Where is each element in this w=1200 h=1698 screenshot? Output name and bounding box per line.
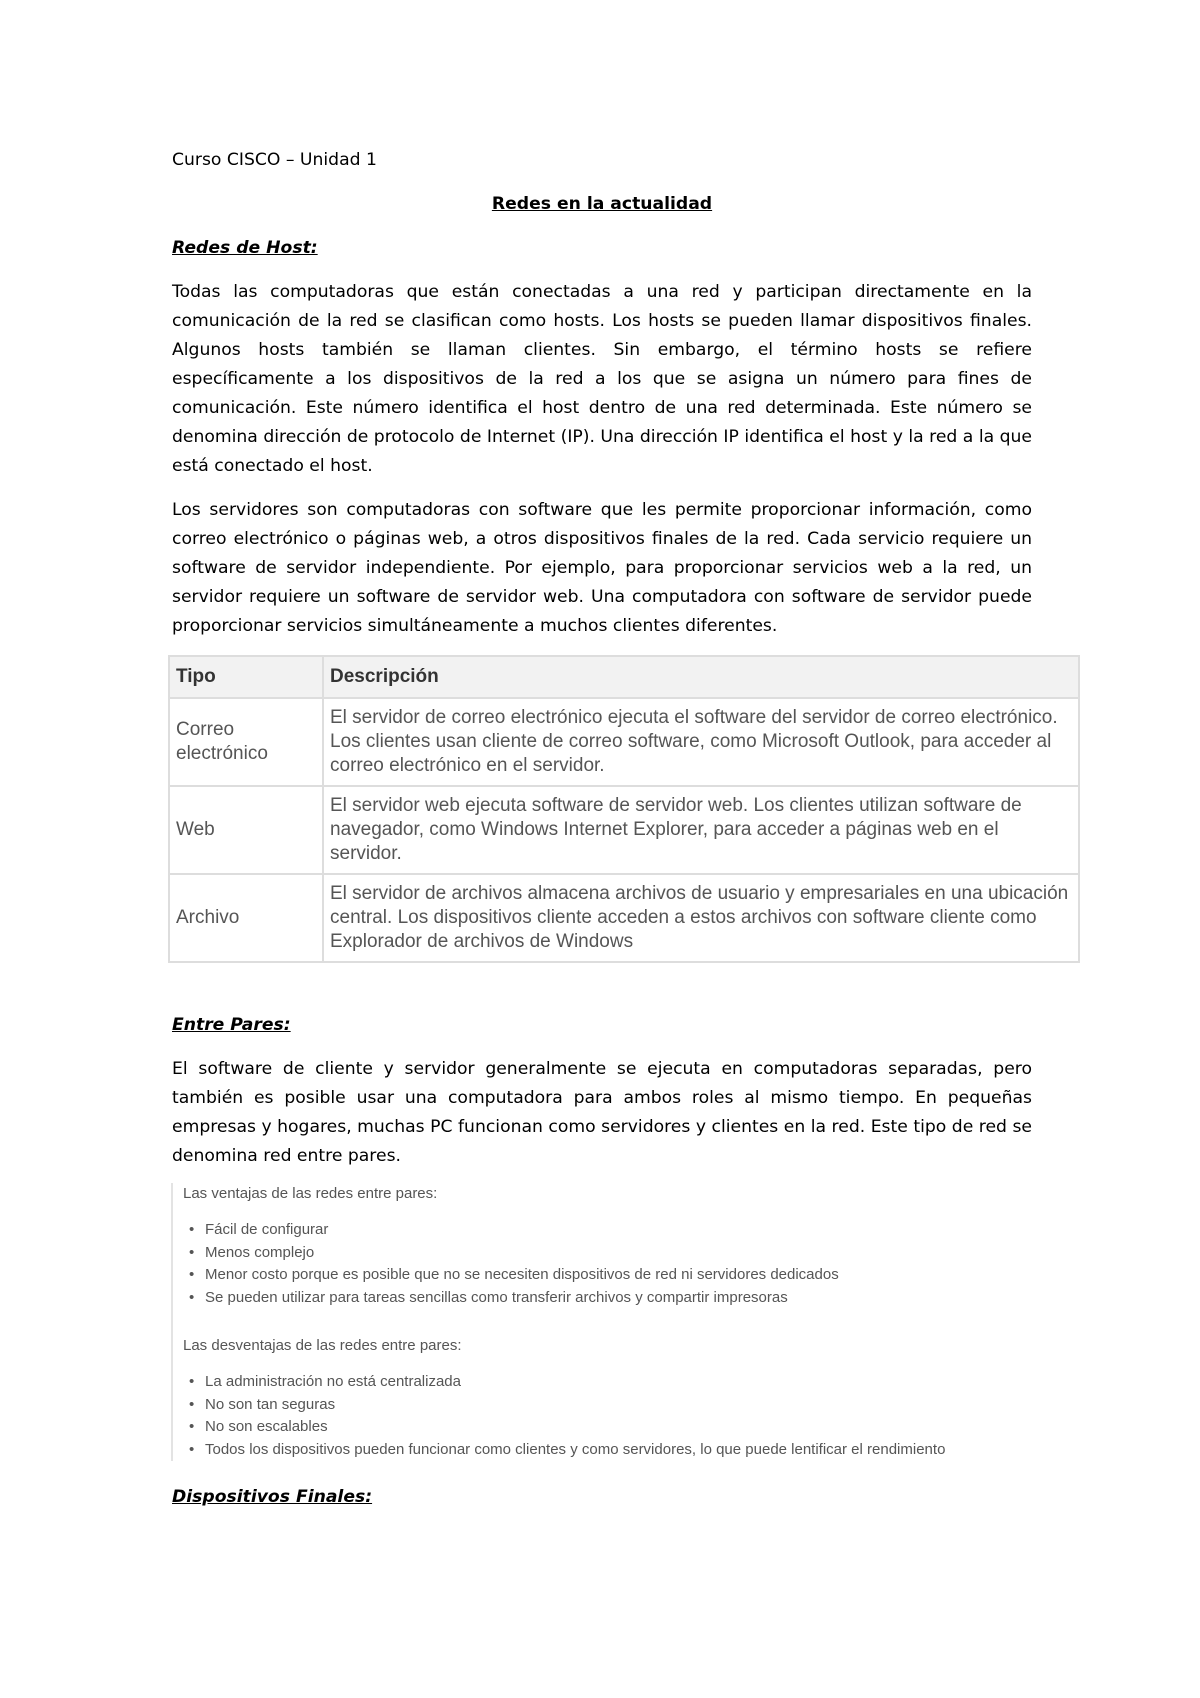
server-types-table: [168, 655, 1080, 963]
table-row: [169, 874, 1079, 962]
hosts-paragraph-2: Los servidores son computadoras con software que les permite proporcionar información, como correo electrónico o páginas web, a otros dispositivos finales de la red. Cada servicio requiere un software de servidor independiente. Por ejemplo, para proporcionar servicios web a la red, un servidor requiere un software de servidor web. Una computadora con software de servidor puede proporcionar servicios simultáneamente a muchos clientes diferentes.: [172, 500, 1032, 636]
list-item-text: No son escalables: [205, 1418, 328, 1435]
bullet-icon: •: [189, 1395, 195, 1413]
bullet-icon: •: [189, 1243, 195, 1261]
table-cell-type: Archivo: [169, 874, 323, 962]
list-item-text: Menor costo porque es posible que no se necesiten dispositivos de red ni servidores dedicados: [205, 1266, 839, 1283]
advantages-list: [183, 1219, 1043, 1309]
list-item: [183, 1264, 1043, 1287]
table-header-row: [169, 656, 1079, 698]
list-item: [183, 1394, 1043, 1417]
list-item: [183, 1219, 1043, 1242]
document-title: Redes en la actualidad: [491, 194, 713, 214]
list-item: [183, 1371, 1043, 1394]
list-item-text: Todos los dispositivos pueden funcionar como clientes y como servidores, lo que puede lentificar el rendimiento: [205, 1440, 946, 1458]
list-item-text: Menos complejo: [205, 1243, 315, 1261]
table-header-description: Descripción: [323, 656, 1079, 698]
table-row: [169, 786, 1079, 874]
table-cell-type: Web: [169, 786, 323, 874]
table-cell-type: Correo electrónico: [169, 698, 323, 786]
pares-pros-cons-box: [171, 1183, 1043, 1461]
list-item: [183, 1242, 1043, 1265]
table-header-type: Tipo: [169, 656, 323, 698]
table-cell-description: El servidor de archivos almacena archivos de usuario y empresariales en una ubicación central. Los dispositivos cliente acceden a estos archivos con software cliente como Explorador de archivos de Windows: [323, 874, 1079, 962]
list-item: [183, 1439, 1043, 1462]
table-cell-description: El servidor de correo electrónico ejecuta el software del servidor de correo electrónico. Los clientes usan cliente de correo software, como Microsoft Outlook, para acceder al correo electrónico en el servidor.: [323, 698, 1079, 786]
bullet-icon: •: [189, 1288, 195, 1306]
bullet-icon: •: [189, 1440, 195, 1458]
bullet-icon: •: [189, 1373, 195, 1390]
bullet-icon: •: [189, 1221, 195, 1238]
bullet-icon: •: [189, 1418, 195, 1435]
disadvantages-heading: Las desventajas de las redes entre pares:: [183, 1337, 462, 1354]
list-item-text: Se pueden utilizar para tareas sencillas como transferir archivos y compartir impresoras: [205, 1288, 788, 1306]
list-item: [183, 1287, 1043, 1310]
list-item: [183, 1416, 1043, 1439]
section-heading-hosts: Redes de Host:: [172, 238, 318, 258]
table-spacer: [172, 963, 1032, 1011]
table-row: [169, 698, 1079, 786]
bullet-icon: •: [189, 1266, 195, 1283]
list-item-text: Fácil de configurar: [205, 1221, 329, 1238]
advantages-heading: Las ventajas de las redes entre pares:: [183, 1185, 438, 1202]
list-item-text: No son tan seguras: [205, 1395, 336, 1413]
section-heading-pares: Entre Pares:: [172, 1015, 291, 1035]
list-item-text: La administración no está centralizada: [205, 1373, 461, 1390]
disadvantages-list: [183, 1371, 1043, 1461]
section-heading-dispositivos: Dispositivos Finales:: [172, 1487, 373, 1507]
table-cell-description: El servidor web ejecuta software de servidor web. Los clientes utilizan software de navegador, como Windows Internet Explorer, para acceder a páginas web en el servidor.: [323, 786, 1079, 874]
course-header: Curso CISCO – Unidad 1: [172, 150, 377, 170]
document-content: [172, 146, 1069, 1527]
hosts-paragraph-1: Todas las computadoras que están conectadas a una red y participan directamente en la comunicación de la red se clasifican como hosts. Los hosts se pueden llamar dispositivos finales. Algunos hosts también se llaman clientes. Sin embargo, el término hosts se refiere específicamente a los dispositivos de la red a los que se asigna un número para fines de comunicación. Este número identifica el host dentro de una red determinada. Este número se denomina dirección de protocolo de Internet (IP). Una dirección IP identifica el host y la red a la que está conectado el host.: [172, 282, 1032, 476]
pares-paragraph: El software de cliente y servidor generalmente se ejecuta en computadoras separadas, pero también es posible usar una computadora para ambos roles al mismo tiempo. En pequeñas empresas y hogares, muchas PC funcionan como servidores y clientes en la red. Este tipo de red se denomina red entre pares.: [172, 1059, 1032, 1166]
